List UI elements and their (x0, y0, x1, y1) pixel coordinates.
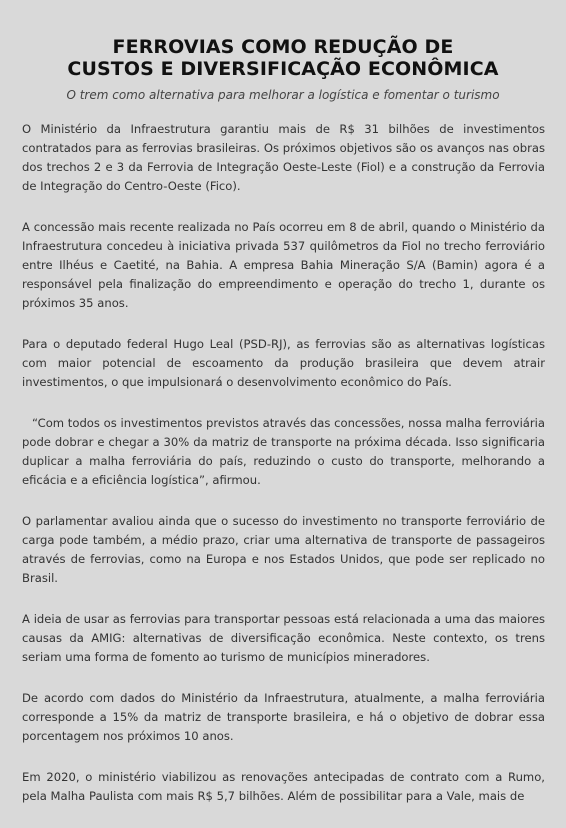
article-subtitle: O trem como alternativa para melhorar a logística e fomentar o turismo (66, 88, 500, 102)
paragraph-1: O Ministério da Infraestrutura garantiu mais de R$ 31 bilhões de investimentos contratados para as ferrovias brasileiras. Os próximos objetivos são os avanços nas obras dos trechos 2 e 3 da Ferrovia de Integração Oeste-Leste (Fiol) e a construção da Ferrovia de Integração do Centro-Oeste (Fico). (22, 122, 545, 193)
paragraph-6: A ideia de usar as ferrovias para transportar pessoas está relacionada a uma das maiores causas da AMIG: alternativas de diversificação econômica. Neste contexto, os trens seriam uma forma de fomento ao turismo de municípios mineradores. (22, 612, 545, 664)
paragraph-7: De acordo com dados do Ministério da Infraestrutura, atualmente, a malha ferroviária corresponde a 15% da matriz de transporte brasileira, e há o objetivo de dobrar essa porcentagem nos próximos 10 anos. (22, 691, 545, 743)
article-body (22, 120, 545, 828)
article-title-line-1: FERROVIAS COMO REDUÇÃO DE (112, 36, 454, 58)
article-title-line-2: CUSTOS E DIVERSIFICAÇÃO ECONÔMICA (67, 58, 499, 80)
paragraph-4-quote: “Com todos os investimentos previstos através das concessões, nossa malha ferroviária pode dobrar e chegar a 30% da matriz de transporte na próxima década. Isso significaria duplicar a malha ferroviária do país, reduzindo o custo do transporte, melhorando a eficácia e a eficiência logística”, afirmou. (22, 416, 545, 487)
article-title (0, 36, 566, 80)
paragraph-5: O parlamentar avaliou ainda que o sucesso do investimento no transporte ferroviário de carga pode também, a médio prazo, criar uma alternativa de transporte de passageiros através de ferrovias, como na Europa e nos Estados Unidos, que pode ser replicado no Brasil. (22, 514, 545, 585)
paragraph-2: A concessão mais recente realizada no País ocorreu em 8 de abril, quando o Ministério da Infraestrutura concedeu à iniciativa privada 537 quilômetros da Fiol no trecho ferroviário entre Ilhéus e Caetité, na Bahia. A empresa Bahia Mineração S/A (Bamin) agora é a responsável pela finalização do empreendimento e operação do trecho 1, durante os próximos 35 anos. (22, 220, 545, 310)
paragraph-8: Em 2020, o ministério viabilizou as renovações antecipadas de contrato com a Rumo, pela Malha Paulista com mais R$ 5,7 bilhões. Além de possibilitar para a Vale, mais de (22, 770, 545, 803)
paragraph-3: Para o deputado federal Hugo Leal (PSD-RJ), as ferrovias são as alternativas logísticas com maior potencial de escoamento da produção brasileira que devem atrair investimentos, o que impulsionará o desenvolvimento econômico do País. (22, 337, 545, 389)
